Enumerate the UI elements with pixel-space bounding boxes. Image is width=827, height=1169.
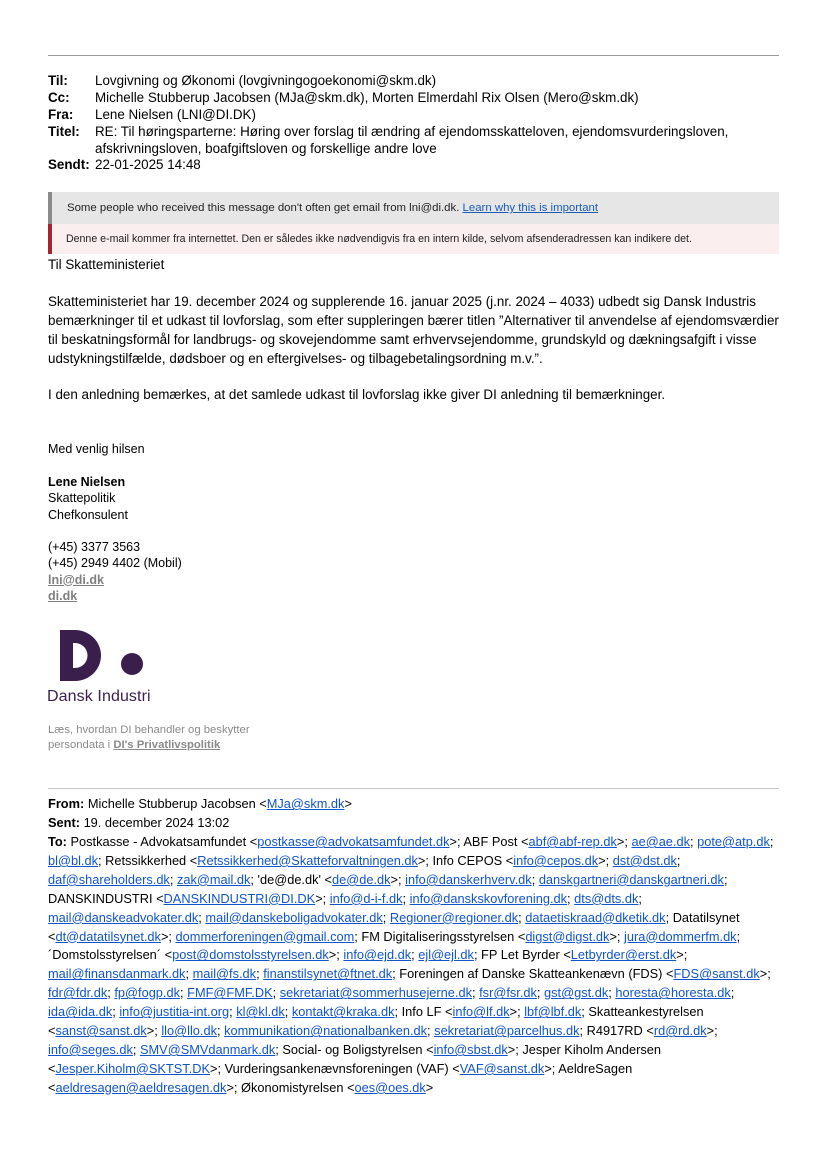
external-sender-banner [48,192,779,224]
recipient-email-link[interactable]: lbf@lbf.dk [524,1004,582,1020]
recipient-text: >; [146,1023,162,1039]
recipient-text: ´Domstolsstyrelsen´ < [48,947,173,963]
recipient-text: ; [272,985,280,1001]
recipient-text: ; [180,985,188,1001]
recipient-email-link[interactable]: FMF@FMF.DK [187,985,273,1001]
recipient-email-link[interactable]: SMV@SMVdanmark.dk [139,1041,276,1057]
recipient-text: >; [160,928,176,944]
recipient-email-link[interactable]: Retssikkerhed@Skatteforvaltningen.dk [197,852,418,868]
forwarded-from-row [48,795,783,814]
body-paragraph-1: Skatteministeriet har 19. december 2024 og supplerende 16. januar 2025 (j.nr. 2024 – 4033) udbedt sig Dansk Industris bemærkninger til et udkast til lovforslag, som efter suppleringen bærer titlen ”Alternativer til anvendelse af ejendomsværdier til beskatningsformål for landbrugs- og skovejendomme samt erhvervsejendomme, grundskyld og dækningsafgift i visse udstykningstilfælde, dødsboer og en eftergivelses- og tilbagebetalingsordning m.v.”. [48,294,779,366]
recipient-email-link[interactable]: dst@dst.dk [612,852,677,868]
recipient-text: >; AeldreSagen < [48,1060,633,1095]
recipient-email-link[interactable]: gst@gst.dk [544,985,609,1001]
recipient-text: ; [169,871,177,887]
recipient-text: ; Foreningen af Danske Skatteankenævn (FDS) [392,966,666,982]
recipient-email-link[interactable]: info@seges.dk [48,1041,133,1057]
sent-value: 22-01-2025 14:48 [95,157,201,172]
recipient-email-link[interactable]: jura@dommerfm.dk [624,928,737,944]
recipient-text: ; 'de@de.dk' < [250,871,332,887]
recipient-list [48,834,773,1095]
forward-divider [48,788,779,789]
from-label: Fra: [48,107,74,122]
recipient-email-link[interactable]: danskgartneri@danskgartneri.dk [538,871,724,887]
recipient-text: ; [402,890,410,906]
recipient-email-link[interactable]: FDS@sanst.dk [673,966,760,982]
recipient-text: ; [107,985,115,1001]
body-paragraph-2: I den anledning bemærkes, at det samlede udkast til lovforslag ikke giver DI anledning til bemærkninger. [48,387,666,402]
privacy-line-1: Læs, hvordan DI behandler og beskytter [48,724,250,736]
signature-title: Chefkonsulent [48,507,128,522]
recipient-text: >; [676,947,688,963]
recipient-text: >; Økonomistyrelsen < [226,1079,355,1095]
recipient-text: ; R4917RD < [579,1023,654,1039]
recipient-text: ; [730,985,735,1001]
recipient-text: < [445,1004,453,1020]
recipient-text: ; FP Let Byrder < [473,947,571,963]
recipient-email-link[interactable]: DANSKINDUSTRI@DI.DK [163,890,316,906]
forwarded-from-name: Michelle Stubberup Jacobsen < [87,796,267,811]
recipient-email-link[interactable]: postkasse@advokatsamfundet.dk [257,834,450,849]
banner-accent-bar [48,192,52,224]
recipient-text: >; [616,834,632,849]
recipient-email-link[interactable]: info@sbst.dk [433,1041,508,1057]
recipient-text: >; [509,1004,525,1020]
recipient-email-link[interactable]: sekretariat@sommerhusejerne.dk [279,985,472,1001]
recipient-text: ; [427,1023,435,1039]
recipient-text: ; [676,852,681,868]
recipient-email-link[interactable]: horesta@horesta.dk [615,985,731,1001]
recipient-email-link[interactable]: dt@datatilsynet.dk [55,928,161,944]
recipient-text: ; [536,985,545,1001]
recipient-email-link[interactable]: mail@fs.dk [192,966,257,982]
recipient-text: >; [598,852,613,868]
forwarded-to-label: To: [48,834,67,849]
recipient-email-link[interactable]: kommunikation@nationalbanken.dk [224,1023,428,1039]
recipient-email-link[interactable]: digst@digst.dk [525,928,610,944]
recipient-text: ; [531,871,539,887]
recipient-email-link[interactable]: ejl@ejl.dk [418,947,474,963]
recipient-email-link[interactable]: info@lf.dk [452,1004,510,1020]
signature-department: Skattepolitik [48,491,116,506]
signature-closing: Med venlig hilsen [48,442,145,456]
recipient-email-link[interactable]: zak@mail.dk [176,871,251,887]
recipient-email-link[interactable]: aeldresagen@aeldresagen.dk [55,1079,227,1095]
recipient-email-link[interactable]: pote@atp.dk [697,834,770,849]
recipient-text: > [425,1079,434,1095]
recipient-text: ; [198,909,206,925]
recipient-text: >; [328,947,344,963]
recipient-email-link[interactable]: Regioner@regioner.dk [389,909,519,925]
recipient-email-link[interactable]: sanst@sanst.dk [55,1023,147,1039]
privacy-policy-link[interactable]: DI's Privatlivspolitik [113,738,221,751]
recipient-email-link[interactable]: oes@oes.dk [354,1079,426,1095]
recipient-text: >; ABF Post < [449,834,529,849]
recipient-email-link[interactable]: VAF@sanst.dk [459,1060,545,1076]
forwarded-from-suffix: > [344,796,352,811]
recipient-email-link[interactable]: dommerforeningen@gmail.com [175,928,355,944]
warning-accent-bar [48,224,52,254]
recipient-email-link[interactable]: Letbyrder@erst.dk [570,947,677,963]
recipient-email-link[interactable]: info@danskskovforening.dk [409,890,568,906]
to-label: Til: [48,73,68,88]
external-sender-notice [67,202,598,214]
recipient-text: >; [609,928,625,944]
forwarded-recipients [48,833,783,1098]
recipient-text: ; Retssikkerhed < [97,852,198,868]
recipient-email-link[interactable]: Jesper.Kiholm@SKTST.DK [55,1060,211,1076]
recipient-email-link[interactable]: mail@danskeadvokater.dk [48,909,199,925]
signature-mobile: (+45) 2949 4402 (Mobil) [48,556,182,571]
recipient-email-link[interactable]: mail@finansdanmark.dk [48,966,186,982]
recipient-email-link[interactable]: dataetiskraad@dketik.dk [525,909,666,925]
recipient-text: < [452,1060,460,1076]
forwarded-from-label: From: [48,796,85,811]
recipient-text: ; [638,890,642,906]
recipient-text: ; [185,966,193,982]
recipient-text: >; Info CEPOS < [417,852,514,868]
recipient-text: ; [229,1004,237,1020]
recipient-text: >; [759,966,771,982]
recipient-text: ; FM Digitaliseringsstyrelsen < [354,928,526,944]
internet-warning-text: Denne e-mail kommer fra internettet. Den er således ikke nødvendigvis fra en intern kilde, selvom afsenderadressen kan indikere det. [66,233,692,245]
recipient-email-link[interactable]: fdr@fdr.dk [48,985,108,1001]
recipient-text: ; [132,1041,140,1057]
recipient-email-link[interactable]: de@de.dk [331,871,391,887]
from-value[interactable]: Lene Nielsen (LNI@DI.DK) [95,107,256,122]
learn-why-link[interactable]: Learn why this is important [462,202,599,214]
recipient-email-link[interactable]: info@cepos.dk [513,852,599,868]
recipient-email-link[interactable]: post@domstolsstyrelsen.dk [172,947,329,963]
recipient-text: ; [471,985,480,1001]
recipient-text: ; [567,890,575,906]
recipient-text: ; [736,928,741,944]
signature-block [48,474,128,523]
recipient-text: < [426,1041,434,1057]
forwarded-sent-label: Sent: [48,815,80,830]
recipient-email-link[interactable]: finanstilsynet@ftnet.dk [263,966,393,982]
recipient-text: >; Jesper Kiholm Andersen < [48,1041,662,1076]
recipient-email-link[interactable]: info@danskerhverv.dk [405,871,532,887]
recipient-email-link[interactable]: ae@ae.dk [631,834,690,849]
recipient-text: ; [518,909,526,925]
sent-label: Sendt: [48,157,90,172]
recipient-email-link[interactable]: info@d-i-f.dk [329,890,403,906]
recipient-text: ; Datatilsynet < [48,909,740,944]
recipient-text: ; DANSKINDUSTRI < [48,871,728,906]
forwarded-from-email[interactable]: MJa@skm.dk [266,796,345,811]
privacy-prefix: persondata i [48,738,111,751]
recipient-text: ; [112,1004,120,1020]
subject-value: RE: Til høringsparterne: Høring over forslag til ændring af ejendomsskatteloven, ejendomsvurderingsloven, afskrivningsloven, boafgiftsloven og forskellige andre love [95,124,729,156]
to-value[interactable]: Lovgivning og Økonomi (lovgivningogoekonomi@skm.dk) [95,73,437,88]
privacy-line-2 [48,738,250,753]
signature-name: Lene Nielsen [48,475,126,489]
recipient-email-link[interactable]: info@justitia-int.org [119,1004,230,1020]
recipient-email-link[interactable]: info@ejd.dk [343,947,412,963]
internet-warning-banner [48,224,779,254]
recipient-text: ; Social- og Boligstyrelsen [275,1041,427,1057]
recipient-text: ; [256,966,264,982]
cc-label: Cc: [48,90,70,105]
recipient-email-link[interactable]: bl@bl.dk [48,852,98,868]
recipient-email-link[interactable]: kontakt@kraka.dk [291,1004,395,1020]
recipient-email-link[interactable]: rd@rd.dk [653,1023,707,1039]
recipient-text: >; [315,890,330,906]
recipient-text: >; [390,871,406,887]
recipient-email-link[interactable]: kl@kl.dk [236,1004,285,1020]
recipient-email-link[interactable]: abf@abf-rep.dk [528,834,617,849]
recipient-email-link[interactable]: fp@fogp.dk [114,985,180,1001]
signature-phone: (+45) 3377 3563 [48,540,141,554]
greeting: Til Skatteministeriet [48,257,165,272]
recipient-text: ; [382,909,390,925]
recipient-email-link[interactable]: fsr@fsr.dk [479,985,537,1001]
recipient-email-link[interactable]: sekretariat@parcelhus.dk [434,1023,580,1039]
forwarded-sent-value: 19. december 2024 13:02 [83,815,230,830]
recipient-text: Postkasse - Advokatsamfundet < [66,834,258,849]
top-divider [48,55,779,56]
contact-block [48,539,182,604]
recipient-text: ; [411,947,419,963]
recipient-text: ; [216,1023,225,1039]
recipient-text: >; [706,1023,718,1039]
recipient-text: >; Vurderingsankenævnsforeningen (VAF) [210,1060,453,1076]
recipient-text: ; [608,985,616,1001]
recipient-email-link[interactable]: daf@shareholders.dk [48,871,170,887]
privacy-note [48,723,250,752]
recipient-email-link[interactable]: llo@llo.dk [161,1023,217,1039]
recipient-text: ; [769,834,774,849]
recipient-text: ; Skatteankestyrelsen < [48,1004,704,1039]
recipient-email-link[interactable]: mail@danskeboligadvokater.dk [205,909,383,925]
subject-label: Titel: [48,124,80,139]
recipient-text: ; [690,834,698,849]
recipient-email-link[interactable]: dts@dts.dk [574,890,639,906]
recipient-email-link[interactable]: ida@ida.dk [48,1004,113,1020]
cc-value[interactable]: Michelle Stubberup Jacobsen (MJa@skm.dk), Morten Elmerdahl Rix Olsen (Mero@skm.dk) [95,90,639,105]
forwarded-sent-row [48,814,783,833]
signature-email-link[interactable]: lni@di.dk [48,572,104,587]
recipient-text: < [666,966,674,982]
recipient-text: ; [284,1004,292,1020]
brand-name: Dansk Industri [47,688,151,705]
recipient-text: ; Info LF [394,1004,446,1020]
external-sender-text: Some people who received this message don't often get email from lni@di.dk. [67,202,460,214]
signature-website-link[interactable]: di.dk [48,588,78,603]
